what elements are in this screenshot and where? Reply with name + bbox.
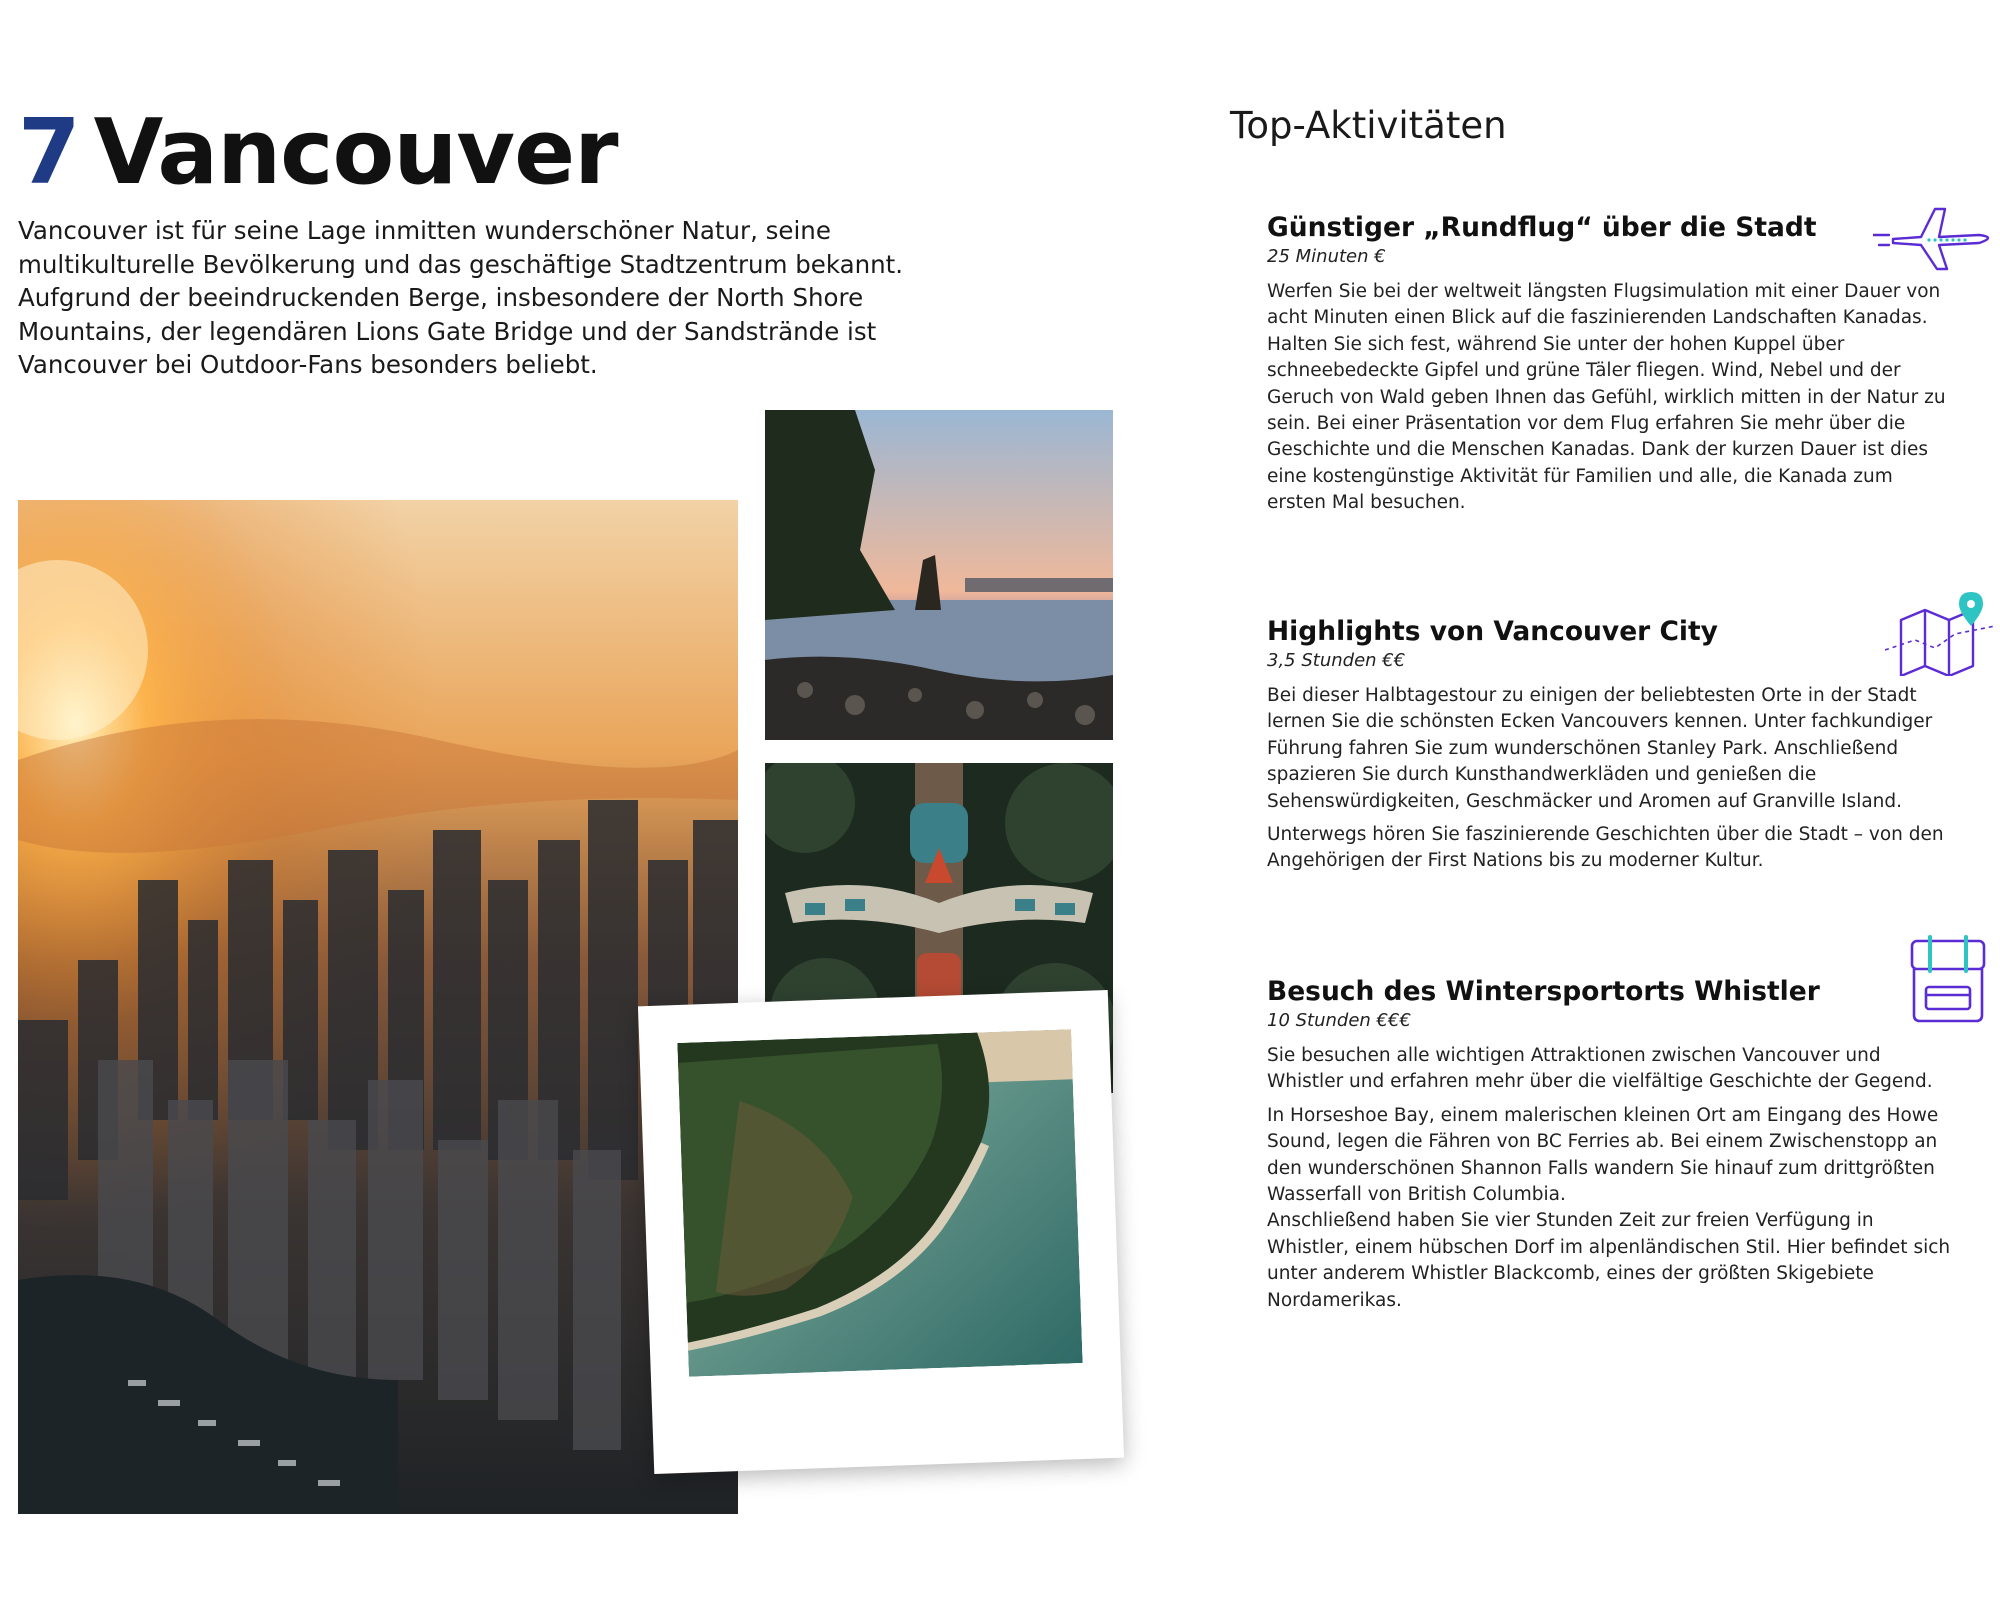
polaroid-frame xyxy=(638,990,1124,1474)
activity-description: Werfen Sie bei der weltweit längsten Flugsimulation mit einer Dauer von acht Minuten einen Blick auf die faszinierenden Landschaften Kanadas. Halten Sie sich fest, während Sie unter der hohen Kuppel über schneebedeckte Gipfel und grüne Täler fliegen. Wind, Nebel und der Geruch von Wald geben Ihnen das Gefühl, wirklich mitten in der Natur zu sein. Bei einer Präsentation vor dem Flug erfahren Sie mehr über die Geschichte und die Menschen Kanadas. Dank der kurzen Dauer ist dies eine kostengünstige Aktivität für Familien und alle, die Kanada zum ersten Mal besuchen. xyxy=(1267,281,1946,514)
activity-meta: 3,5 Stunden €€ xyxy=(1267,650,1406,671)
left-column xyxy=(18,0,1118,1600)
photo-coastal-rock xyxy=(765,410,1113,740)
activity-title: Besuch des Wintersportorts Whistler xyxy=(1267,976,1820,1007)
activity-meta: 10 Stunden €€€ xyxy=(1267,1010,1411,1031)
backpack-icon xyxy=(1908,935,1988,1025)
right-column xyxy=(1230,0,1970,1600)
activity-flight xyxy=(1267,211,1957,517)
airplane-icon xyxy=(1873,201,1997,271)
activity-title: Günstiger „Rundflug“ über die Stadt xyxy=(1267,212,1817,243)
map-pin-icon xyxy=(1885,590,1995,676)
activity-city-highlights xyxy=(1267,615,1957,875)
activity-description: Bei dieser Halbtagestour zu einigen der beliebtesten Orte in der Stadt lernen Sie die schönsten Ecken Vancouvers kennen. Unter fachkundiger Führung fahren Sie zum wunderschönen Stanley Park. Anschließend spazieren Sie durch Kunsthandwerkläden und genießen die Sehenswürdigkeiten, Geschmäcker und Aromen auf Granville Island. xyxy=(1267,685,1933,812)
activity-title: Highlights von Vancouver City xyxy=(1267,616,1718,647)
activity-meta: 25 Minuten € xyxy=(1267,246,1386,267)
activity-description: Sie besuchen alle wichtigen Attraktionen zwischen Vancouver und Whistler und erfahren mehr über die vielfältige Geschichte der Gegend. xyxy=(1267,1045,1933,1093)
photo-forest-coastline xyxy=(677,1029,1082,1377)
photo-vancouver-skyline-sunset xyxy=(18,500,738,1514)
activity-description: In Horseshoe Bay, einem malerischen kleinen Ort am Eingang des Howe Sound, legen die Fähren von BC Ferries ab. Bei einem Zwischenstopp an den wunderschönen Shannon Falls wandern Sie hinauf zum drittgrößten Wasserfall von British Columbia. xyxy=(1267,1104,1939,1206)
intro-text: Vancouver ist für seine Lage inmitten wunderschöner Natur, seine multikulturelle Bevölkerung und das geschäftige Stadtzentrum bekannt. Aufgrund der beeindruckenden Berge, insbesondere der North Shore Mountains, der legendären Lions Gate Bridge und der Sandstrände ist Vancouver bei Outdoor-Fans besonders beliebt. xyxy=(18,216,904,379)
page-number: 7 xyxy=(18,100,80,205)
activity-whistler xyxy=(1267,975,1957,1314)
activity-description: Unterwegs hören Sie faszinierende Geschichten über die Stadt – von den Angehörigen der First Nations bis zu moderner Kultur. xyxy=(1267,824,1944,872)
page-title xyxy=(18,100,618,205)
section-title: Top-Aktivitäten xyxy=(1230,104,1507,147)
city-name: Vancouver xyxy=(93,100,618,205)
activity-description: Anschließend haben Sie vier Stunden Zeit zur freien Verfügung in Whistler, einem hübschen Dorf im alpenländischen Stil. Hier befindet sich unter anderem Whistler Blackcomb, eines der größten Skigebiete Nordamerikas. xyxy=(1267,1210,1951,1311)
